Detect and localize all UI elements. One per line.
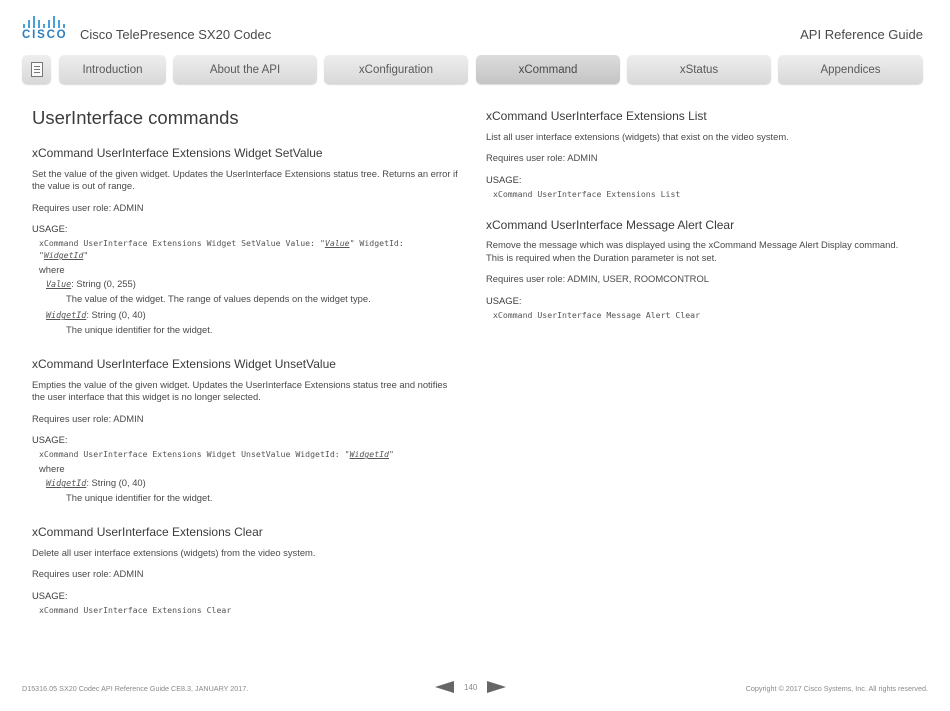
next-page-arrow-icon[interactable] [487, 681, 506, 693]
command-role: Requires user role: ADMIN [32, 412, 144, 424]
param-description: The unique identifier for the widget. [66, 324, 213, 336]
where-label: where [39, 264, 65, 276]
tab-about-the-api[interactable]: About the API [173, 55, 317, 84]
command-title: xCommand UserInterface Extensions Widget UnsetValue [32, 357, 336, 372]
command-title: xCommand UserInterface Extensions Clear [32, 525, 263, 540]
right-column [486, 106, 906, 321]
code-text: " [388, 449, 394, 460]
usage-label: USAGE: [32, 434, 68, 446]
command-title: xCommand UserInterface Extensions Widget SetValue [32, 146, 323, 161]
page-number: 140 [464, 682, 478, 692]
code-param-widgetid: WidgetId [43, 250, 84, 261]
footer-document-id: D15316.05 SX20 Codec API Reference Guide CE8.3, JANUARY 2017. [22, 684, 249, 693]
tab-xcommand[interactable]: xCommand [476, 55, 620, 84]
pager [435, 681, 506, 693]
usage-code: xCommand UserInterface Extensions Clear [39, 604, 232, 615]
command-widget-setvalue [32, 146, 462, 335]
param-type: : String (0, 255) [71, 278, 136, 290]
command-extensions-clear [32, 525, 462, 616]
usage-label: USAGE: [32, 589, 68, 601]
command-extensions-list [486, 109, 906, 200]
command-description: Delete all user interface extensions (widgets) from the video system. [32, 546, 316, 558]
param-description: The value of the widget. The range of values depends on the widget type. [66, 293, 371, 305]
command-title: xCommand UserInterface Message Alert Clear [486, 217, 735, 232]
code-text: " WidgetId: [349, 238, 404, 249]
contents-button[interactable] [22, 55, 51, 84]
param-type: : String (0, 40) [86, 477, 146, 489]
command-widget-unsetvalue [32, 357, 462, 503]
command-role: Requires user role: ADMIN [486, 152, 598, 164]
param-description: The unique identifier for the widget. [66, 492, 213, 504]
usage-code: xCommand UserInterface Message Alert Clear [493, 309, 701, 320]
top-nav [22, 55, 923, 85]
command-description: Empties the value of the given widget. Updates the UserInterface Extensions status tree and notifies the user interface that this widget is no longer selected. [32, 378, 448, 403]
usage-label: USAGE: [486, 294, 522, 306]
usage-label: USAGE: [486, 173, 522, 185]
command-description: Remove the message which was displayed using the xCommand Message Alert Display command. This is required when the Duration parameter is not set. [486, 239, 899, 263]
param-widgetid [46, 477, 462, 488]
command-description: List all user interface extensions (widgets) that exist on the video system. [486, 130, 789, 142]
param-name: WidgetId [46, 478, 87, 489]
command-description: Set the value of the given widget. Updates the UserInterface Extensions status tree. Returns an error if the value is out of range. [32, 167, 458, 192]
document-icon [31, 62, 43, 77]
footer-copyright: Copyright © 2017 Cisco Systems, Inc. All rights reserved. [745, 684, 928, 693]
where-label: where [39, 463, 65, 475]
command-role: Requires user role: ADMIN [32, 568, 144, 580]
code-text: xCommand UserInterface Extensions Widget UnsetValue WidgetId: " [39, 449, 350, 460]
code-text: " [83, 250, 89, 261]
cisco-logo [22, 16, 66, 42]
usage-code [39, 237, 462, 261]
code-text: xCommand UserInterface Extensions Widget SetValue Value: " [39, 238, 325, 249]
param-widgetid [46, 309, 462, 320]
param-value [46, 278, 462, 289]
tab-appendices[interactable]: Appendices [778, 55, 923, 84]
usage-label: USAGE: [32, 223, 68, 235]
left-column [32, 106, 462, 616]
usage-code: xCommand UserInterface Extensions List [493, 188, 681, 199]
section-title: UserInterface commands [32, 107, 239, 128]
param-name: Value [46, 279, 72, 290]
command-title: xCommand UserInterface Extensions List [486, 109, 707, 123]
product-title: Cisco TelePresence SX20 Codec [80, 27, 272, 42]
command-role: Requires user role: ADMIN [32, 201, 144, 213]
usage-code [39, 448, 462, 460]
guide-title: API Reference Guide [800, 27, 923, 42]
param-name: WidgetId [46, 310, 87, 321]
cisco-logo-text: CISCO [22, 29, 68, 41]
param-type: : String (0, 40) [86, 309, 146, 321]
tab-introduction[interactable]: Introduction [59, 55, 166, 84]
cisco-logo-bars [23, 16, 66, 28]
previous-page-arrow-icon[interactable] [435, 681, 454, 693]
tab-xstatus[interactable]: xStatus [627, 55, 771, 84]
code-param-widgetid: WidgetId [349, 449, 389, 460]
code-text: " [39, 250, 44, 261]
tab-xconfiguration[interactable]: xConfiguration [324, 55, 468, 84]
code-param-value: Value [324, 238, 350, 249]
command-message-alert-clear [486, 218, 906, 321]
command-role: Requires user role: ADMIN, USER, ROOMCONTROL [486, 273, 709, 285]
